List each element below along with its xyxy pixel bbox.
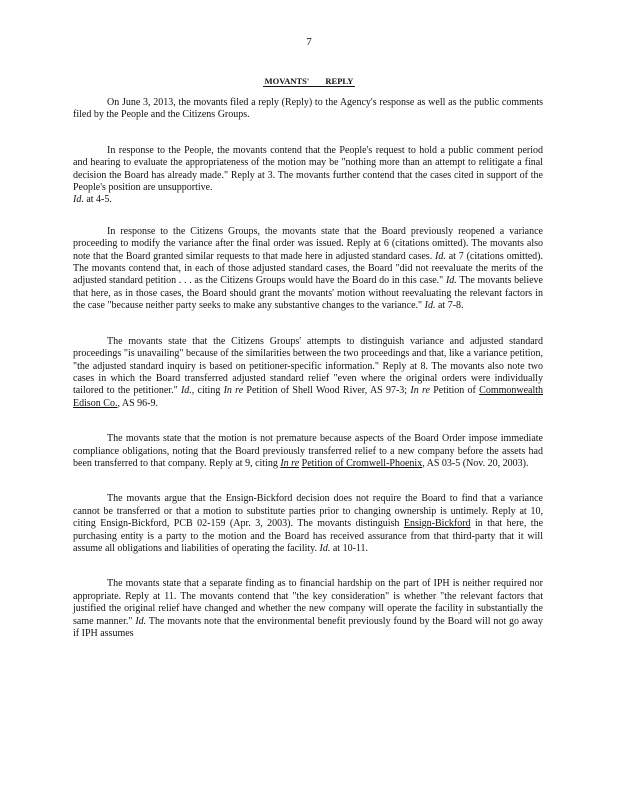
paragraph-7-text: The movants note that the environmental benefit previously found by the Board will not go away if IPH assumes	[73, 615, 543, 639]
case-name-commonwealth-edison: Commonwealth Edison Co.	[73, 385, 544, 409]
id-citation: Id.	[135, 615, 147, 627]
in-re-citation: In re	[410, 385, 430, 397]
in-re-citation: In re	[223, 385, 244, 397]
id-citation: Id.	[73, 194, 84, 206]
paragraph-4-text: , AS 96-9.	[117, 397, 159, 409]
paragraph-3-text: The movants believe that here, as in those cases, the Board should grant the movants' motion without reevaluating the relevant factors in the case "because neither party seeks to make any substantive changes to the variance."	[73, 275, 543, 312]
paragraph-4-text: Petition of Shell Wood River, AS 97-3;	[246, 385, 408, 397]
paragraph-2-text: In response to the People, the movants contend that the People's request to hold a public comment period and hearing to evaluate the appropriateness of the motion may be "nothing more than an attempt to relitigate a final decision the Board has already made." Reply at 3. The movants further contend that the cases cited in support of the People's position are unsupportive.	[73, 144, 543, 194]
paragraph-2	[73, 145, 543, 207]
id-citation: Id.	[445, 275, 457, 287]
id-citation: Id.	[435, 250, 446, 262]
paragraph-4-text: The movants state that the Citizens Groups' attempts to distinguish variance and adjusted standard proceedings "is unavailing" because of the similarities between the two proceedings and that, like a variance petition, "the adjusted standard inquiry is based on petitioner-specific information." Reply at 8. The movants also note two cases in which the Board transferred adjusted standard relief "even where the original orders were individually tailored to the petitioner."	[73, 335, 543, 397]
paragraph-7-text: The movants state that a separate finding as to financial hardship on the part of IPH is neither required nor appropriate. Reply at 11. The movants contend that "the key consideration" is whether "the relevant factors that justified the original relief have changed and whether the new company will operate the facility in substantially the same manner."	[73, 578, 543, 627]
paragraph-4	[73, 336, 543, 410]
paragraph-3-text: at 7 (citations omitted). The movants contend that, in each of those adjusted standard cases, the Board "did not reevaluate the merits of the adjusted standard petition . . . as the Citizens Groups would have the Board do in this case."	[73, 250, 543, 287]
paragraph-3-text: In response to the Citizens Groups, the movants state that the Board previously reopened a variance proceeding to modify the variance after the final order was issued. Reply at 6 (citations omitted). The movants also note that the Board granted similar requests to that made here in adjusted standard cases.	[73, 225, 543, 262]
paragraph-6-pin: at 10-11.	[332, 542, 369, 554]
paragraph-5-text: , AS 03-5 (Nov. 20, 2003).	[422, 457, 529, 469]
in-re-citation: In re	[280, 457, 300, 469]
case-name-ensign-bickford: Ensign-Bickford	[403, 518, 471, 530]
paragraph-4-text: Petition of	[433, 385, 476, 397]
paragraph-4-text: , citing	[191, 385, 221, 397]
id-citation: Id.	[424, 300, 436, 312]
paragraph-3-pin: at 7-8.	[437, 300, 464, 312]
document-body	[73, 97, 543, 663]
section-heading-text: MOVANTS' REPLY	[264, 76, 354, 86]
paragraph-6	[73, 493, 543, 555]
id-citation: Id.	[180, 385, 192, 397]
paragraph-1	[73, 97, 543, 122]
page-number: 7	[306, 36, 312, 48]
paragraph-7	[73, 578, 543, 640]
id-citation: Id.	[319, 542, 331, 554]
paragraph-5	[73, 433, 543, 470]
case-name-cromwell-phoenix: Petition of Cromwell-Phoenix	[301, 457, 423, 469]
paragraph-3	[73, 226, 543, 313]
paragraph-5-text: The movants state that the motion is not premature because aspects of the Board Order impose immediate compliance obligations, noting that the Board previously transferred relief to a new company before the assets had been transferred to that company. Reply at 9, citing	[73, 433, 543, 469]
section-heading	[0, 76, 618, 87]
paragraph-6-text: in that here, the purchasing entity is a party to the motion and the Board has received assurance from that third-party that it will assume all obligations and liabilities of operating the facility.	[73, 518, 544, 554]
paragraph-2-pin: at 4-5.	[86, 194, 112, 206]
paragraph-1-text: On June 3, 2013, the movants filed a reply (Reply) to the Agency's response as well as the public comments filed by the People and the Citizens Groups.	[73, 97, 543, 121]
paragraph-6-text: The movants argue that the Ensign-Bickford decision does not require the Board to find that a variance cannot be transferred or that a motion to substitute parties prior to changing ownership is untimely. Reply at 10, citing Ensign-Bickford, PCB 02-159 (Apr. 3, 2003). The movants distinguish	[73, 493, 543, 530]
